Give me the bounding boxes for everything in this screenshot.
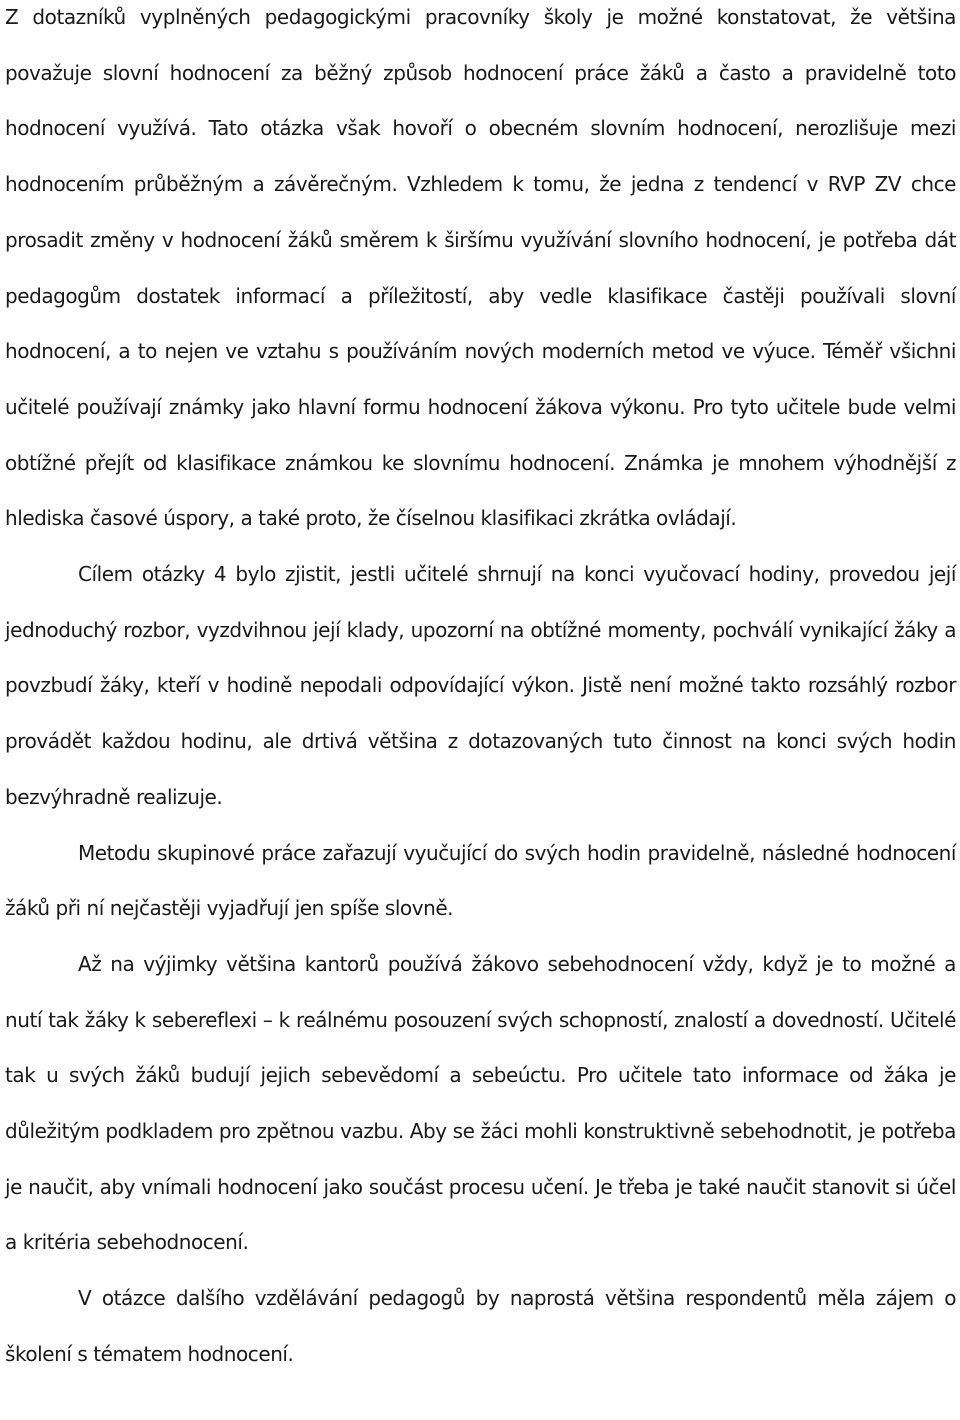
document-page: [5, 0, 956, 1383]
paragraph-dotazniky: Z dotazníků vyplněných pedagogickými pracovníky školy je možné konstatovat, že většina považuje slovní hodnocení za běžný způsob hodnocení práce žáků a často a pravidelně toto hodnocení využívá. Tato otázka však hovoří o obecném slovním hodnocení, nerozlišuje mezi hodnocením průběžným a závěrečným. Vzhledem k tomu, že jedna z tendencí v RVP ZV chce prosadit změny v hodnocení žáků směrem k širšímu využívání slovního hodnocení, je potřeba dát pedagogům dostatek informací a příležitostí, aby vedle klasifikace častěji používali slovní hodnocení, a to nejen ve vztahu s používáním nových moderních metod ve výuce. Téměř všichni učitelé používají známky jako hlavní formu hodnocení žákova výkonu. Pro tyto učitele bude velmi obtížné přejít od klasifikace známkou ke slovnímu hodnocení. Známka je mnohem výhodnější z hlediska časové úspory, a také proto, že číselnou klasifikaci zkrátka ovládají.: [5, 5, 956, 531]
paragraph-skupinova-prace: Metodu skupinové práce zařazují vyučující do svých hodin pravidelně, následné hodnocení žáků při ní nejčastěji vyjadřují jen spíše slovně.: [5, 840, 956, 921]
paragraph-otazka-4: Cílem otázky 4 bylo zjistit, jestli učitelé shrnují na konci vyučovací hodiny, provedou její jednoduchý rozbor, vyzdvihnou její klady, upozorní na obtížné momenty, pochválí vynikající žáky a povzbudí žáky, kteří v hodině nepodali odpovídající výkon. Jistě není možné takto rozsáhlý rozbor provádět každou hodinu, ale drtivá většina z dotazovaných tuto činnost na konci svých hodin bezvýhradně realizuje.: [5, 562, 956, 809]
paragraph-dalsi-vzdelavani: V otázce dalšího vzdělávání pedagogů by naprostá většina respondentů měla zájem o školení s tématem hodnocení.: [5, 1286, 956, 1366]
paragraph-sebehodnoceni: Až na výjimky většina kantorů používá žákovo sebehodnocení vždy, když je to možné a nutí tak žáky k sebereflexi – k reálnému posouzení svých schopností, znalostí a dovedností. Učitelé tak u svých žáků budují jejich sebevědomí a sebeúctu. Pro učitele tato informace od žáka je důležitým podkladem pro zpětnou vazbu. Aby se žáci mohli konstruktivně sebehodnotit, je potřeba je naučit, aby vnímali hodnocení jako součást procesu učení. Je třeba je také naučit stanovit si účel a kritéria sebehodnocení.: [5, 951, 956, 1255]
